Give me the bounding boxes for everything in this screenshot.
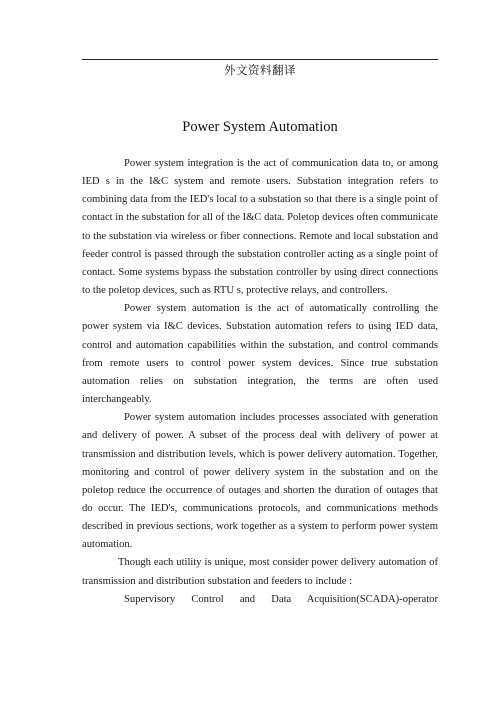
paragraph: Power system automation includes processes associated with generation and delivery of power. A subset of the process deal with delivery of power at transmission and distribution levels, which is power delivery automation. Together, monitoring and control of power delivery system in the substation and on the poletop reduce the occurrence of outages and shorten the duration of outages that do occur. The IED's, communications protocols, and communications methods described in previous sections, work together as a system to perform power system automation.: [82, 412, 438, 551]
header-rule: [82, 59, 438, 60]
list-item: Supervisory Control and Data Acquisition(SCADA)-operator: [124, 593, 438, 605]
page-header: 外文资料翻译: [224, 63, 296, 77]
paragraph: Though each utility is unique, most consider power delivery automation of transmission and distribution substation and feeders to include :: [82, 557, 438, 587]
document-body: [82, 155, 438, 609]
paragraph: Power system integration is the act of communication data to, or among IED s in the I&C system and remote users. Substation integration refers to combining data from the IED's local to a substation so that there is a single point of contact in the substation for all of the I&C data. Poletop devices often communicate to the substation via wireless or fiber connections. Remote and local substation and feeder control is passed through the substation controller acting as a single point of contact. Some systems bypass the substation controller by using direct connections to the poletop devices, such as RTU s, protective relays, and controllers.: [82, 158, 438, 297]
document-title: Power System Automation: [182, 119, 338, 135]
paragraph: Power system automation is the act of automatically controlling the power system via I&C devices. Substation automation refers to using IED data, control and automation capabilities within the substation, and control commands from remote users to control power system devices. Since true substation automation relies on substation integration, the terms are often used interchangeably.: [82, 303, 438, 406]
